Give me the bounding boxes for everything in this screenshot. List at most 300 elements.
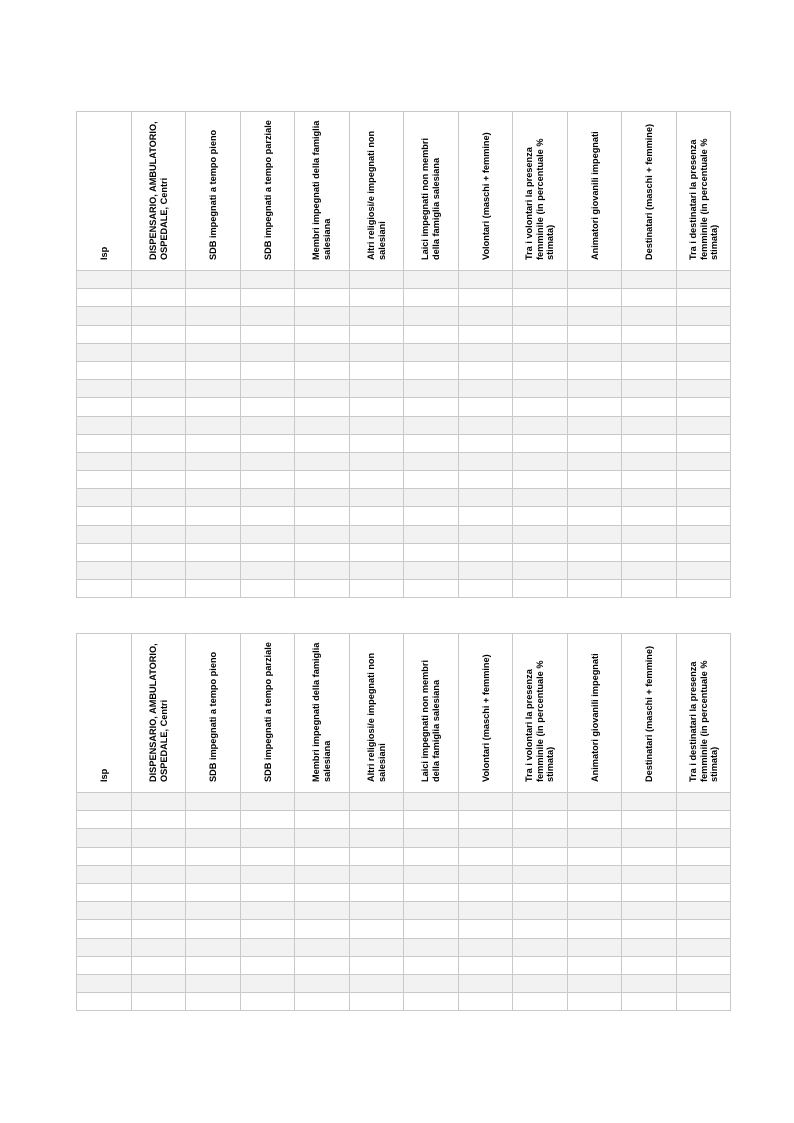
- table-cell[interactable]: [458, 865, 513, 883]
- table-cell[interactable]: [295, 289, 350, 307]
- table-cell[interactable]: [458, 580, 513, 598]
- table-cell[interactable]: [622, 343, 677, 361]
- table-cell[interactable]: [131, 361, 186, 379]
- table-cell[interactable]: [240, 543, 295, 561]
- table-cell[interactable]: [676, 993, 731, 1011]
- table-cell[interactable]: [77, 452, 132, 470]
- table-cell[interactable]: [458, 471, 513, 489]
- table-cell[interactable]: [240, 956, 295, 974]
- table-cell[interactable]: [131, 398, 186, 416]
- table-cell[interactable]: [240, 920, 295, 938]
- table-cell[interactable]: [131, 434, 186, 452]
- table-cell[interactable]: [131, 920, 186, 938]
- table-cell[interactable]: [240, 974, 295, 992]
- table-cell[interactable]: [458, 525, 513, 543]
- table-cell[interactable]: [186, 865, 241, 883]
- table-cell[interactable]: [349, 434, 404, 452]
- table-cell[interactable]: [186, 525, 241, 543]
- table-cell[interactable]: [676, 865, 731, 883]
- table-cell[interactable]: [240, 525, 295, 543]
- table-cell[interactable]: [186, 489, 241, 507]
- table-cell[interactable]: [349, 271, 404, 289]
- table-cell[interactable]: [131, 343, 186, 361]
- table-cell[interactable]: [295, 920, 350, 938]
- table-cell[interactable]: [404, 847, 459, 865]
- table-cell[interactable]: [186, 398, 241, 416]
- table-cell[interactable]: [513, 416, 568, 434]
- table-cell[interactable]: [567, 865, 622, 883]
- table-cell[interactable]: [567, 525, 622, 543]
- table-cell[interactable]: [404, 543, 459, 561]
- table-cell[interactable]: [186, 343, 241, 361]
- table-cell[interactable]: [131, 489, 186, 507]
- table-cell[interactable]: [131, 471, 186, 489]
- table-cell[interactable]: [295, 380, 350, 398]
- table-cell[interactable]: [77, 543, 132, 561]
- table-cell[interactable]: [295, 452, 350, 470]
- table-cell[interactable]: [567, 883, 622, 901]
- table-cell[interactable]: [458, 452, 513, 470]
- table-cell[interactable]: [513, 902, 568, 920]
- table-cell[interactable]: [622, 289, 677, 307]
- table-cell[interactable]: [131, 793, 186, 811]
- table-cell[interactable]: [240, 829, 295, 847]
- table-cell[interactable]: [567, 471, 622, 489]
- table-cell[interactable]: [567, 580, 622, 598]
- table-cell[interactable]: [676, 325, 731, 343]
- table-cell[interactable]: [349, 398, 404, 416]
- table-cell[interactable]: [622, 525, 677, 543]
- table-cell[interactable]: [349, 343, 404, 361]
- table-cell[interactable]: [77, 811, 132, 829]
- table-cell[interactable]: [240, 361, 295, 379]
- table-cell[interactable]: [622, 507, 677, 525]
- table-cell[interactable]: [77, 956, 132, 974]
- table-cell[interactable]: [131, 865, 186, 883]
- table-cell[interactable]: [77, 829, 132, 847]
- table-cell[interactable]: [77, 920, 132, 938]
- table-cell[interactable]: [186, 271, 241, 289]
- table-cell[interactable]: [567, 920, 622, 938]
- table-cell[interactable]: [295, 434, 350, 452]
- table-cell[interactable]: [186, 562, 241, 580]
- table-cell[interactable]: [458, 289, 513, 307]
- table-cell[interactable]: [186, 956, 241, 974]
- table-cell[interactable]: [349, 847, 404, 865]
- table-cell[interactable]: [458, 361, 513, 379]
- table-cell[interactable]: [622, 974, 677, 992]
- table-cell[interactable]: [513, 562, 568, 580]
- table-cell[interactable]: [186, 289, 241, 307]
- table-cell[interactable]: [349, 471, 404, 489]
- table-cell[interactable]: [77, 974, 132, 992]
- table-cell[interactable]: [240, 398, 295, 416]
- table-cell[interactable]: [676, 525, 731, 543]
- table-cell[interactable]: [404, 452, 459, 470]
- table-cell[interactable]: [186, 580, 241, 598]
- table-cell[interactable]: [458, 489, 513, 507]
- table-cell[interactable]: [295, 325, 350, 343]
- table-cell[interactable]: [295, 343, 350, 361]
- table-cell[interactable]: [513, 343, 568, 361]
- table-cell[interactable]: [622, 938, 677, 956]
- table-cell[interactable]: [458, 938, 513, 956]
- table-cell[interactable]: [676, 902, 731, 920]
- table-cell[interactable]: [404, 974, 459, 992]
- table-cell[interactable]: [513, 452, 568, 470]
- table-cell[interactable]: [404, 416, 459, 434]
- table-cell[interactable]: [567, 562, 622, 580]
- table-cell[interactable]: [458, 398, 513, 416]
- table-cell[interactable]: [622, 271, 677, 289]
- table-cell[interactable]: [676, 289, 731, 307]
- table-cell[interactable]: [567, 452, 622, 470]
- table-cell[interactable]: [349, 865, 404, 883]
- table-cell[interactable]: [567, 829, 622, 847]
- table-cell[interactable]: [131, 525, 186, 543]
- table-cell[interactable]: [622, 434, 677, 452]
- table-cell[interactable]: [622, 452, 677, 470]
- table-cell[interactable]: [295, 865, 350, 883]
- table-cell[interactable]: [513, 307, 568, 325]
- table-cell[interactable]: [77, 883, 132, 901]
- table-cell[interactable]: [458, 543, 513, 561]
- table-cell[interactable]: [404, 865, 459, 883]
- table-cell[interactable]: [131, 829, 186, 847]
- table-cell[interactable]: [240, 883, 295, 901]
- table-cell[interactable]: [349, 883, 404, 901]
- table-cell[interactable]: [513, 974, 568, 992]
- table-cell[interactable]: [567, 993, 622, 1011]
- table-cell[interactable]: [295, 793, 350, 811]
- table-cell[interactable]: [513, 380, 568, 398]
- table-cell[interactable]: [513, 811, 568, 829]
- table-cell[interactable]: [349, 380, 404, 398]
- table-cell[interactable]: [567, 398, 622, 416]
- table-cell[interactable]: [513, 920, 568, 938]
- table-cell[interactable]: [404, 307, 459, 325]
- table-cell[interactable]: [77, 471, 132, 489]
- table-cell[interactable]: [676, 580, 731, 598]
- table-cell[interactable]: [622, 956, 677, 974]
- table-cell[interactable]: [622, 471, 677, 489]
- table-cell[interactable]: [131, 416, 186, 434]
- table-cell[interactable]: [458, 974, 513, 992]
- table-cell[interactable]: [240, 416, 295, 434]
- table-cell[interactable]: [186, 974, 241, 992]
- table-cell[interactable]: [622, 829, 677, 847]
- table-cell[interactable]: [131, 562, 186, 580]
- table-cell[interactable]: [404, 325, 459, 343]
- table-cell[interactable]: [186, 361, 241, 379]
- table-cell[interactable]: [458, 307, 513, 325]
- table-cell[interactable]: [240, 580, 295, 598]
- table-cell[interactable]: [676, 398, 731, 416]
- table-cell[interactable]: [676, 938, 731, 956]
- table-cell[interactable]: [77, 938, 132, 956]
- table-cell[interactable]: [77, 793, 132, 811]
- table-cell[interactable]: [186, 434, 241, 452]
- table-cell[interactable]: [240, 307, 295, 325]
- table-cell[interactable]: [240, 938, 295, 956]
- table-cell[interactable]: [77, 847, 132, 865]
- table-cell[interactable]: [513, 271, 568, 289]
- table-cell[interactable]: [458, 507, 513, 525]
- table-cell[interactable]: [567, 543, 622, 561]
- table-cell[interactable]: [186, 938, 241, 956]
- table-cell[interactable]: [404, 434, 459, 452]
- table-cell[interactable]: [622, 562, 677, 580]
- table-cell[interactable]: [131, 580, 186, 598]
- table-cell[interactable]: [404, 489, 459, 507]
- table-cell[interactable]: [295, 829, 350, 847]
- table-cell[interactable]: [240, 434, 295, 452]
- table-cell[interactable]: [404, 580, 459, 598]
- table-cell[interactable]: [622, 543, 677, 561]
- table-cell[interactable]: [676, 452, 731, 470]
- table-cell[interactable]: [131, 974, 186, 992]
- table-cell[interactable]: [622, 920, 677, 938]
- table-cell[interactable]: [77, 343, 132, 361]
- table-cell[interactable]: [676, 793, 731, 811]
- table-cell[interactable]: [131, 883, 186, 901]
- table-cell[interactable]: [676, 811, 731, 829]
- table-cell[interactable]: [240, 380, 295, 398]
- table-cell[interactable]: [240, 993, 295, 1011]
- table-cell[interactable]: [240, 452, 295, 470]
- table-cell[interactable]: [131, 543, 186, 561]
- table-cell[interactable]: [77, 865, 132, 883]
- table-cell[interactable]: [349, 307, 404, 325]
- table-cell[interactable]: [186, 543, 241, 561]
- table-cell[interactable]: [622, 307, 677, 325]
- table-cell[interactable]: [77, 562, 132, 580]
- table-cell[interactable]: [186, 883, 241, 901]
- table-cell[interactable]: [513, 865, 568, 883]
- table-cell[interactable]: [295, 811, 350, 829]
- table-cell[interactable]: [567, 489, 622, 507]
- table-cell[interactable]: [349, 793, 404, 811]
- table-cell[interactable]: [567, 793, 622, 811]
- table-cell[interactable]: [676, 507, 731, 525]
- table-cell[interactable]: [186, 811, 241, 829]
- table-cell[interactable]: [567, 325, 622, 343]
- table-cell[interactable]: [676, 416, 731, 434]
- table-cell[interactable]: [513, 847, 568, 865]
- table-cell[interactable]: [567, 434, 622, 452]
- table-cell[interactable]: [676, 434, 731, 452]
- table-cell[interactable]: [622, 580, 677, 598]
- table-cell[interactable]: [240, 471, 295, 489]
- table-cell[interactable]: [240, 847, 295, 865]
- table-cell[interactable]: [77, 271, 132, 289]
- table-cell[interactable]: [404, 829, 459, 847]
- table-cell[interactable]: [77, 580, 132, 598]
- table-cell[interactable]: [186, 829, 241, 847]
- table-cell[interactable]: [513, 507, 568, 525]
- table-cell[interactable]: [240, 562, 295, 580]
- table-cell[interactable]: [513, 543, 568, 561]
- table-cell[interactable]: [404, 920, 459, 938]
- table-cell[interactable]: [77, 525, 132, 543]
- table-cell[interactable]: [676, 829, 731, 847]
- table-cell[interactable]: [186, 471, 241, 489]
- table-cell[interactable]: [458, 829, 513, 847]
- table-cell[interactable]: [349, 416, 404, 434]
- table-cell[interactable]: [131, 289, 186, 307]
- table-cell[interactable]: [349, 580, 404, 598]
- table-cell[interactable]: [458, 993, 513, 1011]
- table-cell[interactable]: [404, 902, 459, 920]
- table-cell[interactable]: [186, 847, 241, 865]
- table-cell[interactable]: [676, 361, 731, 379]
- table-cell[interactable]: [349, 452, 404, 470]
- table-cell[interactable]: [349, 829, 404, 847]
- table-cell[interactable]: [513, 525, 568, 543]
- table-cell[interactable]: [77, 325, 132, 343]
- table-cell[interactable]: [295, 489, 350, 507]
- table-cell[interactable]: [131, 380, 186, 398]
- table-cell[interactable]: [404, 271, 459, 289]
- table-cell[interactable]: [622, 361, 677, 379]
- table-cell[interactable]: [404, 361, 459, 379]
- table-cell[interactable]: [458, 343, 513, 361]
- table-cell[interactable]: [567, 361, 622, 379]
- table-cell[interactable]: [186, 452, 241, 470]
- table-cell[interactable]: [349, 489, 404, 507]
- table-cell[interactable]: [513, 956, 568, 974]
- table-cell[interactable]: [77, 434, 132, 452]
- table-cell[interactable]: [622, 902, 677, 920]
- table-cell[interactable]: [349, 993, 404, 1011]
- table-cell[interactable]: [349, 920, 404, 938]
- table-cell[interactable]: [676, 343, 731, 361]
- table-cell[interactable]: [295, 525, 350, 543]
- table-cell[interactable]: [513, 793, 568, 811]
- table-cell[interactable]: [295, 271, 350, 289]
- table-cell[interactable]: [295, 562, 350, 580]
- table-cell[interactable]: [458, 325, 513, 343]
- table-cell[interactable]: [77, 507, 132, 525]
- table-cell[interactable]: [458, 902, 513, 920]
- table-cell[interactable]: [349, 974, 404, 992]
- table-cell[interactable]: [622, 793, 677, 811]
- table-cell[interactable]: [513, 829, 568, 847]
- table-cell[interactable]: [295, 307, 350, 325]
- table-cell[interactable]: [404, 956, 459, 974]
- table-cell[interactable]: [240, 489, 295, 507]
- table-cell[interactable]: [349, 956, 404, 974]
- table-cell[interactable]: [295, 471, 350, 489]
- table-cell[interactable]: [295, 974, 350, 992]
- table-cell[interactable]: [513, 289, 568, 307]
- table-cell[interactable]: [186, 416, 241, 434]
- table-cell[interactable]: [458, 434, 513, 452]
- table-cell[interactable]: [295, 883, 350, 901]
- table-cell[interactable]: [349, 289, 404, 307]
- table-cell[interactable]: [349, 902, 404, 920]
- table-cell[interactable]: [349, 543, 404, 561]
- table-cell[interactable]: [676, 920, 731, 938]
- table-cell[interactable]: [295, 902, 350, 920]
- table-cell[interactable]: [295, 507, 350, 525]
- table-cell[interactable]: [295, 543, 350, 561]
- table-cell[interactable]: [513, 489, 568, 507]
- table-cell[interactable]: [567, 343, 622, 361]
- table-cell[interactable]: [404, 343, 459, 361]
- table-cell[interactable]: [458, 883, 513, 901]
- table-cell[interactable]: [676, 956, 731, 974]
- table-cell[interactable]: [567, 811, 622, 829]
- table-cell[interactable]: [186, 507, 241, 525]
- table-cell[interactable]: [349, 325, 404, 343]
- table-cell[interactable]: [622, 993, 677, 1011]
- table-cell[interactable]: [567, 902, 622, 920]
- table-cell[interactable]: [77, 307, 132, 325]
- table-cell[interactable]: [567, 271, 622, 289]
- table-cell[interactable]: [513, 361, 568, 379]
- table-cell[interactable]: [622, 489, 677, 507]
- table-cell[interactable]: [513, 471, 568, 489]
- table-cell[interactable]: [295, 847, 350, 865]
- table-cell[interactable]: [349, 811, 404, 829]
- table-cell[interactable]: [567, 507, 622, 525]
- table-cell[interactable]: [240, 865, 295, 883]
- table-cell[interactable]: [567, 380, 622, 398]
- table-cell[interactable]: [404, 562, 459, 580]
- table-cell[interactable]: [186, 920, 241, 938]
- table-cell[interactable]: [676, 471, 731, 489]
- table-cell[interactable]: [676, 562, 731, 580]
- table-cell[interactable]: [622, 865, 677, 883]
- table-cell[interactable]: [295, 956, 350, 974]
- table-cell[interactable]: [404, 883, 459, 901]
- table-cell[interactable]: [404, 380, 459, 398]
- table-cell[interactable]: [131, 811, 186, 829]
- table-cell[interactable]: [622, 325, 677, 343]
- table-cell[interactable]: [458, 380, 513, 398]
- table-cell[interactable]: [240, 793, 295, 811]
- table-cell[interactable]: [567, 416, 622, 434]
- table-cell[interactable]: [186, 902, 241, 920]
- table-cell[interactable]: [622, 847, 677, 865]
- table-cell[interactable]: [131, 847, 186, 865]
- table-cell[interactable]: [131, 325, 186, 343]
- table-cell[interactable]: [622, 883, 677, 901]
- table-cell[interactable]: [513, 580, 568, 598]
- table-cell[interactable]: [186, 993, 241, 1011]
- table-cell[interactable]: [240, 902, 295, 920]
- table-cell[interactable]: [131, 452, 186, 470]
- table-cell[interactable]: [404, 938, 459, 956]
- table-cell[interactable]: [567, 938, 622, 956]
- table-cell[interactable]: [622, 398, 677, 416]
- table-cell[interactable]: [513, 993, 568, 1011]
- table-cell[interactable]: [240, 289, 295, 307]
- table-cell[interactable]: [131, 902, 186, 920]
- table-cell[interactable]: [458, 847, 513, 865]
- table-cell[interactable]: [513, 325, 568, 343]
- table-cell[interactable]: [567, 974, 622, 992]
- table-cell[interactable]: [458, 811, 513, 829]
- table-cell[interactable]: [295, 361, 350, 379]
- table-cell[interactable]: [186, 793, 241, 811]
- table-cell[interactable]: [131, 271, 186, 289]
- table-cell[interactable]: [622, 811, 677, 829]
- table-cell[interactable]: [513, 938, 568, 956]
- table-cell[interactable]: [295, 938, 350, 956]
- table-cell[interactable]: [77, 398, 132, 416]
